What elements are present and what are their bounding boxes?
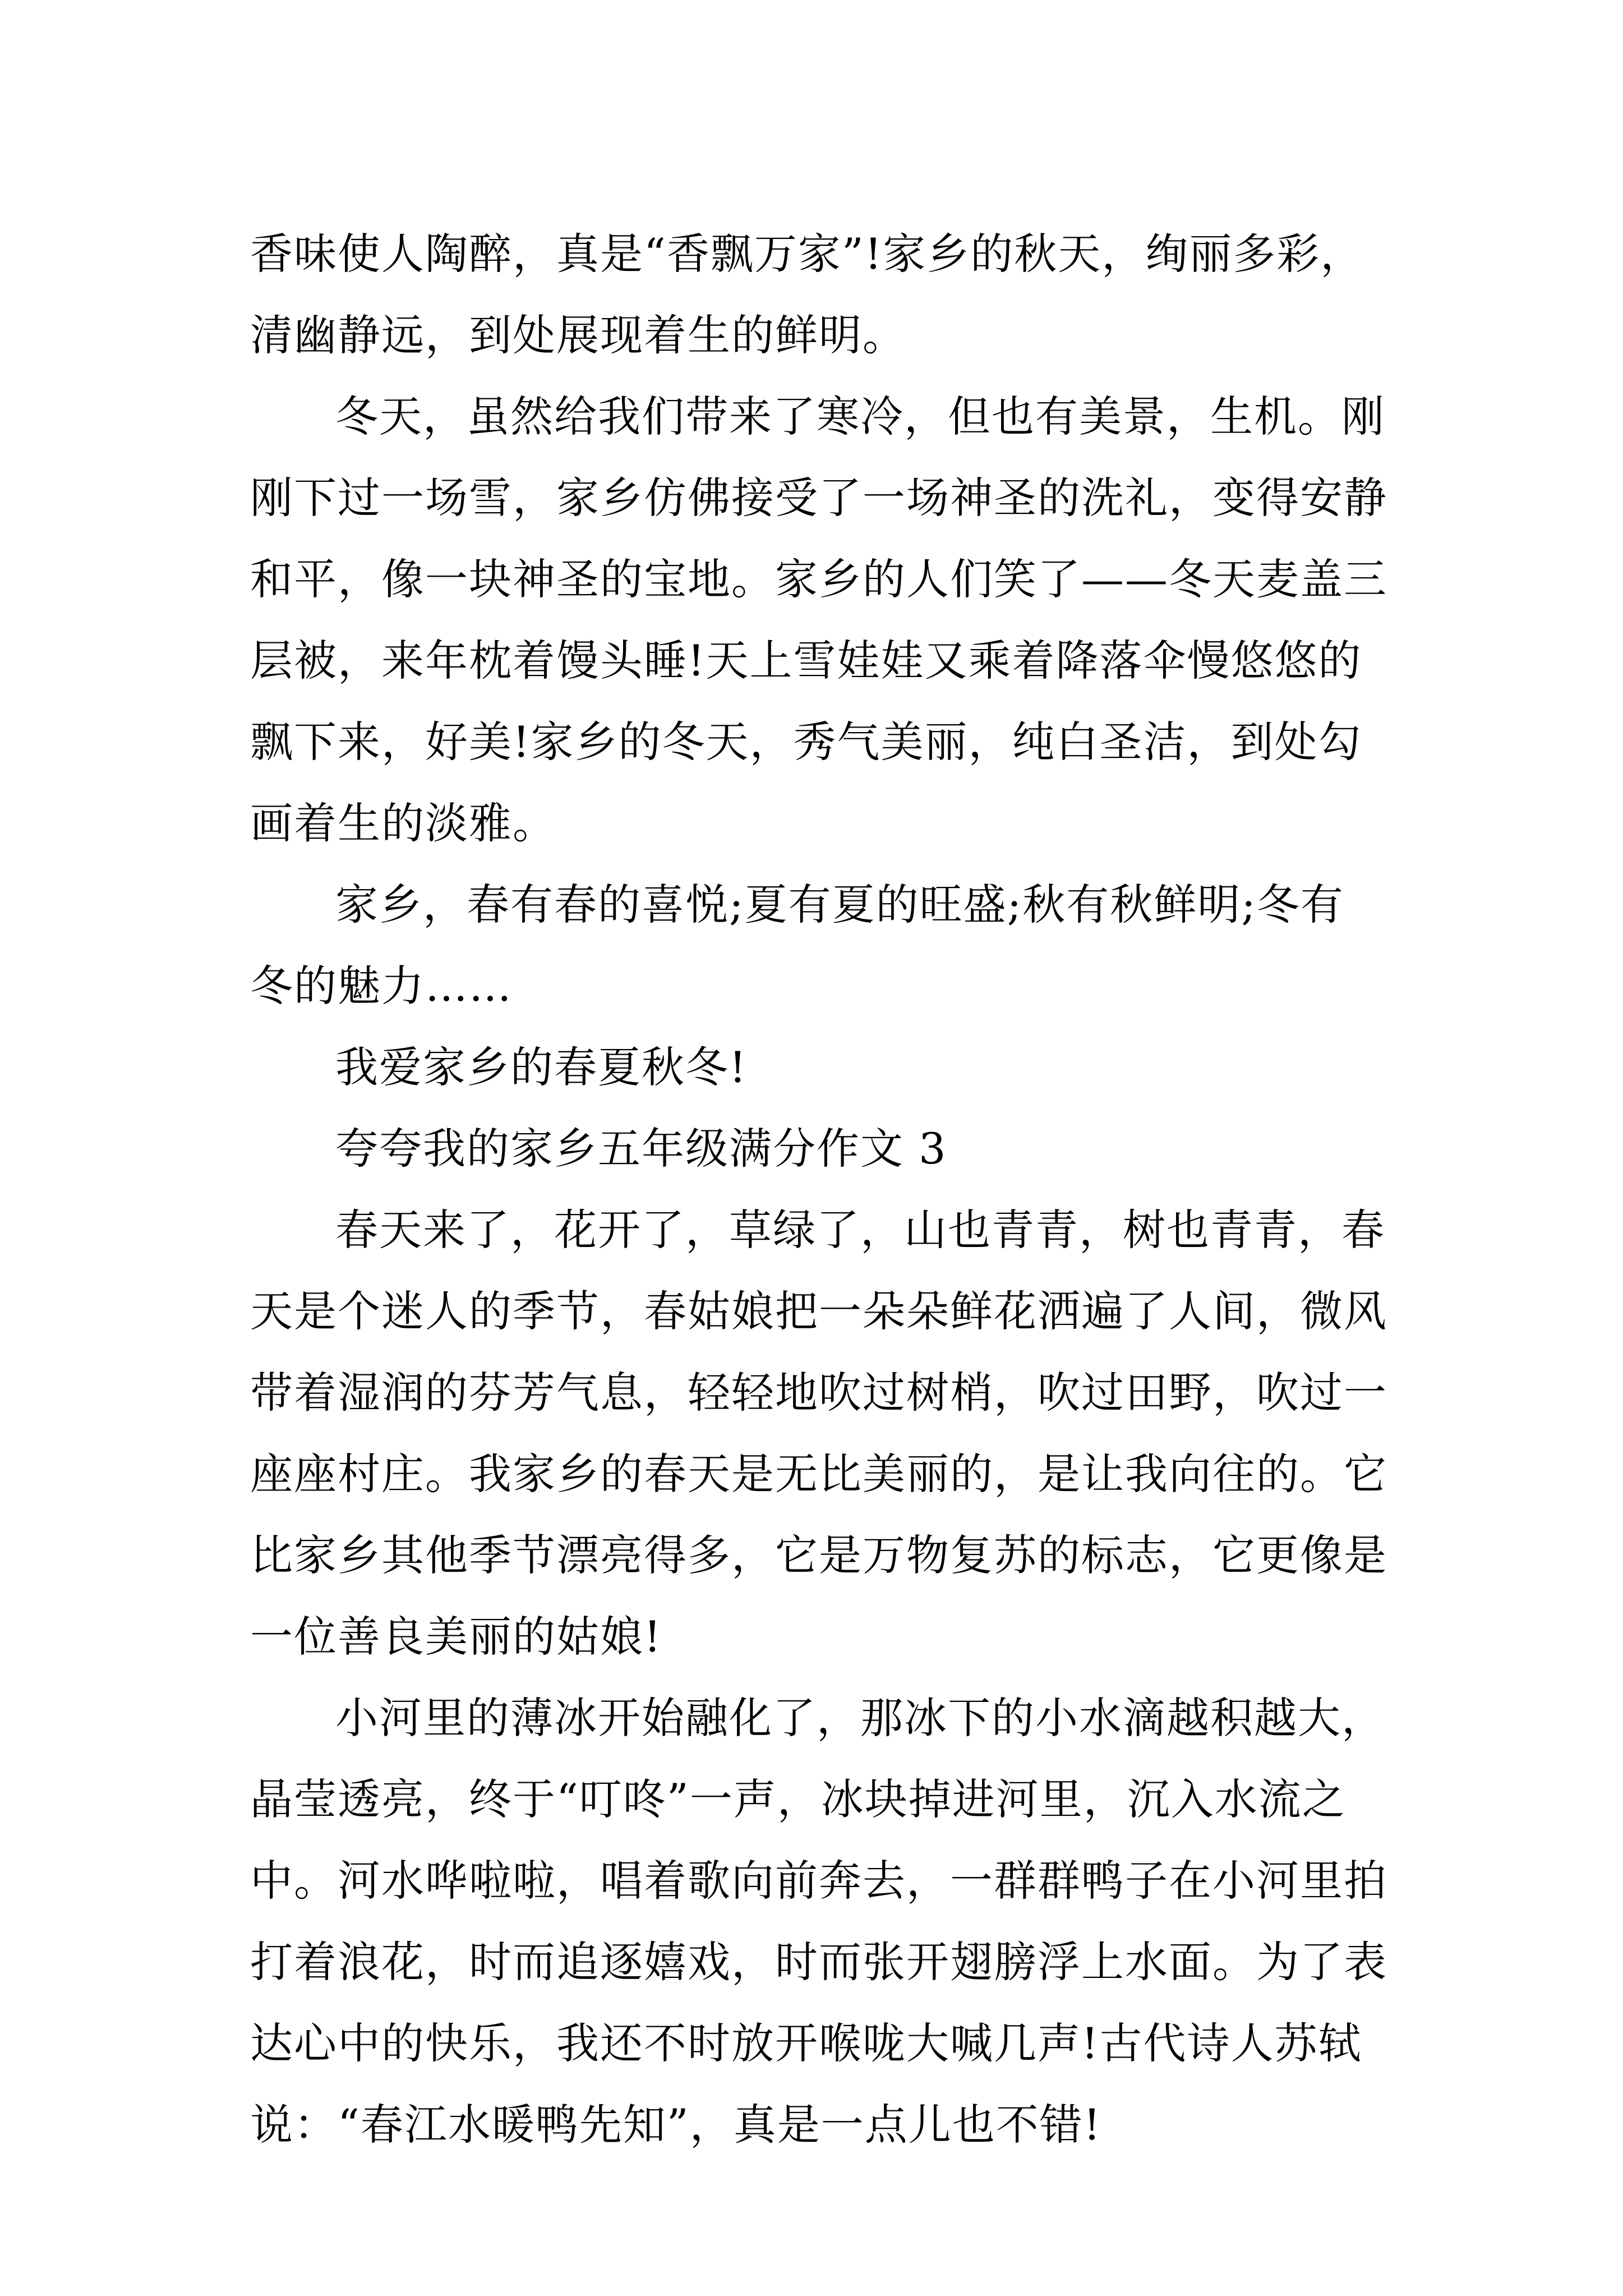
text-line: 冬的魅力…… xyxy=(250,961,513,1011)
section-heading: 夸夸我的家乡五年级满分作文 3 xyxy=(335,1124,947,1174)
text-line: 层被，来年枕着馒头睡!天上雪娃娃又乘着降落伞慢悠悠的 xyxy=(250,636,1362,685)
text-line: 一位善良美丽的姑娘! xyxy=(250,1612,662,1662)
text-line: 说：“春江水暖鸭先知”，真是一点儿也不错! xyxy=(250,2100,1102,2150)
text-line: 打着浪花，时而追逐嬉戏，时而张开翅膀浮上水面。为了表 xyxy=(250,1937,1387,1987)
text-line: 香味使人陶醉，真是“香飘万家”!家乡的秋天，绚丽多彩， xyxy=(250,229,1364,279)
text-line: 春天来了，花开了，草绿了，山也青青，树也青青，春 xyxy=(335,1205,1385,1255)
text-line: 中。河水哗啦啦，唱着歌向前奔去，一群群鸭子在小河里拍 xyxy=(250,1856,1387,1906)
text-line: 画着生的淡雅。 xyxy=(250,798,556,848)
text-line: 比家乡其他季节漂亮得多，它是万物复苏的标志，它更像是 xyxy=(250,1530,1387,1580)
text-line: 晶莹透亮，终于“叮咚”一声，冰块掉进河里，沉入水流之 xyxy=(250,1774,1346,1824)
text-line: 刚下过一场雪，家乡仿佛接受了一场神圣的洗礼，变得安静 xyxy=(250,473,1387,523)
text-line: 小河里的薄冰开始融化了，那冰下的小水滴越积越大， xyxy=(335,1693,1385,1743)
text-line: 带着湿润的芬芳气息，轻轻地吹过树梢，吹过田野，吹过一 xyxy=(250,1368,1387,1418)
text-line: 冬天，虽然给我们带来了寒冷，但也有美景，生机。刚 xyxy=(335,392,1385,441)
text-line: 我爱家乡的春夏秋冬! xyxy=(335,1042,748,1092)
document-page xyxy=(250,213,1391,2165)
text-line: 和平，像一块神圣的宝地。家乡的人们笑了——冬天麦盖三 xyxy=(250,554,1387,604)
text-line: 天是个迷人的季节，春姑娘把一朵朵鲜花洒遍了人间，微风 xyxy=(250,1286,1387,1336)
text-line: 达心中的快乐，我还不时放开喉咙大喊几声!古代诗人苏轼 xyxy=(250,2018,1362,2068)
text-line: 飘下来，好美!家乡的冬天，秀气美丽，纯白圣洁，到处勾 xyxy=(250,717,1362,767)
text-line: 清幽静远，到处展现着生的鲜明。 xyxy=(250,310,906,360)
text-line: 家乡，春有春的喜悦;夏有夏的旺盛;秋有秋鲜明;冬有 xyxy=(335,880,1344,930)
text-line: 座座村庄。我家乡的春天是无比美丽的，是让我向往的。它 xyxy=(250,1449,1387,1499)
